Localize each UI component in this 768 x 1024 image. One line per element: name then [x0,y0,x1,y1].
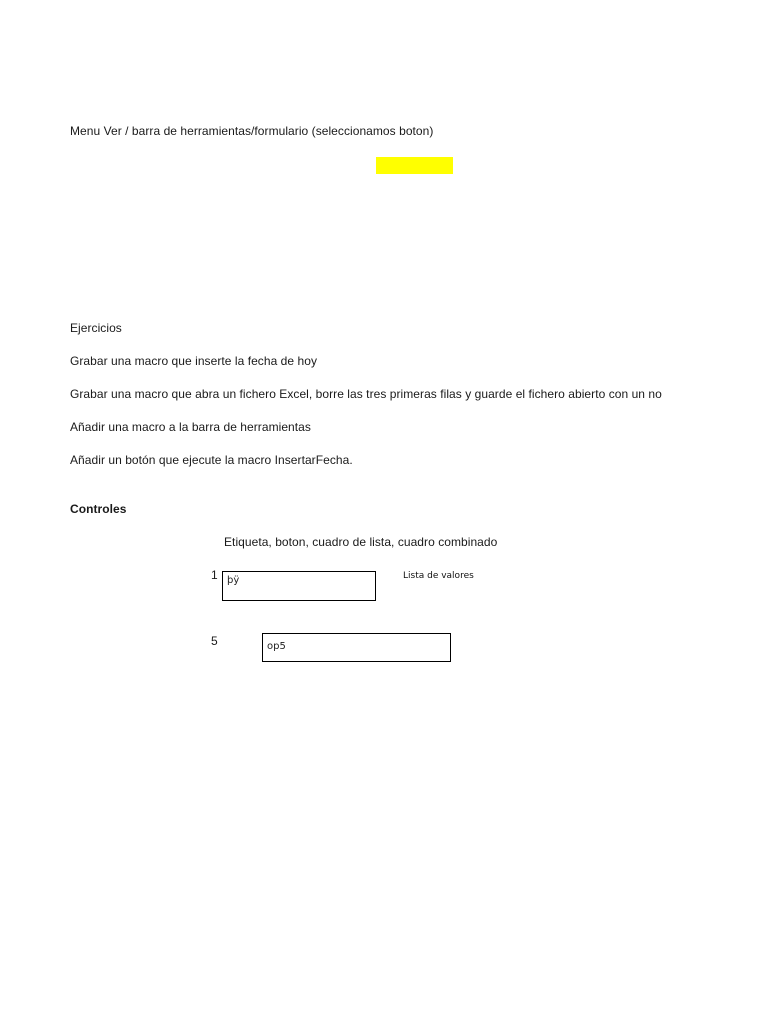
exercise-item: Añadir una macro a la barra de herramientas [70,420,311,434]
list-index-value: 1 [211,568,218,582]
controls-description: Etiqueta, boton, cuadro de lista, cuadro combinado [224,535,498,549]
controls-heading: Controles [70,502,127,516]
exercise-item: Añadir un botón que ejecute la macro InsertarFecha. [70,453,353,467]
combo-box-control[interactable]: op5 [262,633,451,662]
combo-index-value: 5 [211,634,218,648]
list-values-label: Lista de valores [403,571,474,581]
exercise-item: Grabar una macro que abra un fichero Excel, borre las tres primeras filas y guarde el fichero abierto con un no [70,387,662,401]
highlighted-cell[interactable] [376,157,453,174]
list-box-control[interactable]: þÿ [222,571,376,601]
exercises-heading: Ejercicios [70,321,122,335]
menu-path-instruction: Menu Ver / barra de herramientas/formulario (seleccionamos boton) [70,124,434,138]
exercise-item: Grabar una macro que inserte la fecha de hoy [70,354,318,368]
